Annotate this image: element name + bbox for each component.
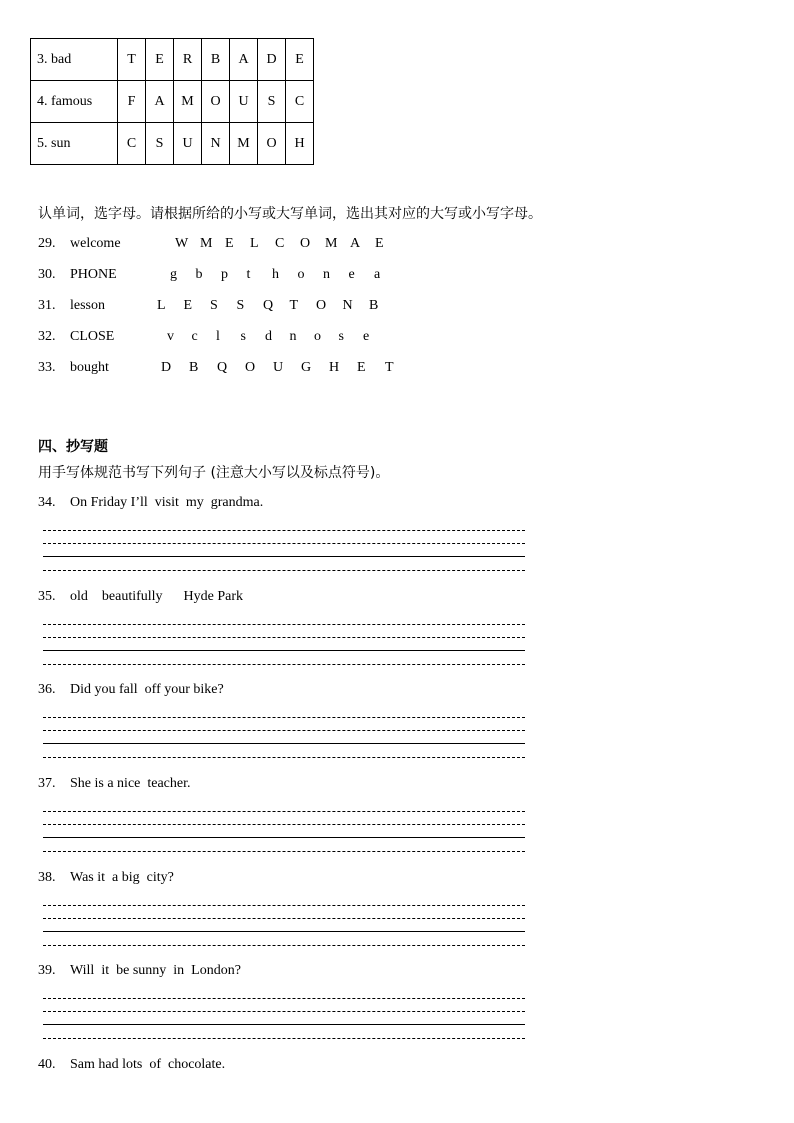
letter-option[interactable]: T bbox=[385, 360, 394, 375]
sentence-text: Did you fall off your bike? bbox=[70, 682, 224, 697]
guide-dashed-line bbox=[43, 664, 525, 665]
letter-option[interactable]: D bbox=[161, 360, 172, 375]
grid-letter[interactable]: C bbox=[118, 123, 146, 165]
question-row bbox=[38, 360, 394, 376]
grid-letter[interactable]: U bbox=[230, 81, 258, 123]
question-row bbox=[38, 298, 379, 314]
guide-dashed-line bbox=[43, 1038, 525, 1039]
guide-dashed-line bbox=[43, 905, 525, 906]
grid-letter[interactable]: N bbox=[202, 123, 230, 165]
grid-letter[interactable]: R bbox=[174, 39, 202, 81]
letter-option[interactable]: U bbox=[273, 360, 284, 375]
sentence-row bbox=[38, 1057, 225, 1073]
letter-option[interactable]: B bbox=[189, 360, 199, 375]
letter-option[interactable]: E bbox=[357, 360, 366, 375]
handwriting-lines[interactable] bbox=[43, 530, 525, 570]
baseline-solid-line bbox=[43, 556, 525, 557]
grid-letter[interactable]: F bbox=[118, 81, 146, 123]
instruction-copy-sentences: 用手写体规范书写下列句子 (注意大小写以及标点符号)。 bbox=[38, 465, 390, 481]
question-number: 29. bbox=[38, 236, 56, 251]
letter-options bbox=[175, 236, 400, 252]
guide-dashed-line bbox=[43, 945, 525, 946]
letter-option[interactable]: O bbox=[316, 298, 327, 313]
baseline-solid-line bbox=[43, 931, 525, 932]
grid-letter[interactable]: E bbox=[146, 39, 174, 81]
guide-dashed-line bbox=[43, 530, 525, 531]
sentence-row bbox=[38, 495, 263, 511]
question-number: 33. bbox=[38, 360, 56, 375]
handwriting-lines[interactable] bbox=[43, 624, 525, 664]
letter-option[interactable]: a bbox=[374, 267, 381, 282]
grid-letter[interactable]: O bbox=[202, 81, 230, 123]
letter-option[interactable]: L bbox=[157, 298, 166, 313]
question-row bbox=[38, 329, 370, 345]
sentence-text: Sam had lots of chocolate. bbox=[70, 1057, 226, 1072]
letter-option[interactable]: s bbox=[338, 329, 344, 344]
sentence-text: She is a nice teacher. bbox=[70, 776, 191, 791]
letter-option[interactable]: M bbox=[325, 236, 338, 251]
grid-letter[interactable]: B bbox=[202, 39, 230, 81]
letter-option[interactable]: l bbox=[216, 329, 220, 344]
letter-option[interactable]: G bbox=[301, 360, 312, 375]
letter-option[interactable]: h bbox=[272, 267, 279, 282]
grid-letter[interactable]: M bbox=[174, 81, 202, 123]
grid-letter[interactable]: S bbox=[146, 123, 174, 165]
letter-options bbox=[167, 329, 388, 345]
letter-option[interactable]: d bbox=[265, 329, 272, 344]
handwriting-lines[interactable] bbox=[43, 998, 525, 1038]
letter-options bbox=[157, 298, 396, 314]
letter-option[interactable]: s bbox=[240, 329, 246, 344]
sentence-number: 39. bbox=[38, 963, 56, 978]
letter-option[interactable]: W bbox=[175, 236, 189, 251]
baseline-solid-line bbox=[43, 650, 525, 651]
letter-grid-table bbox=[30, 38, 314, 165]
handwriting-lines[interactable] bbox=[43, 717, 525, 757]
letter-options bbox=[161, 360, 413, 376]
grid-letter[interactable]: M bbox=[230, 123, 258, 165]
letter-option[interactable]: c bbox=[191, 329, 198, 344]
baseline-solid-line bbox=[43, 743, 525, 744]
section-title: 四、抄写题 bbox=[38, 439, 108, 455]
guide-dashed-line bbox=[43, 757, 525, 758]
instruction-select-letters: 认单词，选字母。请根据所给的小写或大写单词，选出其对应的大写或小写字母。 bbox=[38, 206, 542, 222]
letter-option[interactable]: e bbox=[363, 329, 370, 344]
letter-option[interactable]: b bbox=[195, 267, 203, 282]
letter-option[interactable]: E bbox=[225, 236, 234, 251]
sentence-number: 36. bbox=[38, 682, 56, 697]
letter-option[interactable]: B bbox=[369, 298, 379, 313]
letter-option[interactable]: N bbox=[342, 298, 353, 313]
guide-dashed-line bbox=[43, 730, 525, 731]
letter-option[interactable]: Q bbox=[217, 360, 228, 375]
question-word: lesson bbox=[70, 298, 105, 313]
question-word: PHONE bbox=[70, 267, 117, 282]
question-number: 32. bbox=[38, 329, 56, 344]
sentence-row bbox=[38, 963, 241, 979]
question-word: bought bbox=[70, 360, 109, 375]
letter-option[interactable]: S bbox=[210, 298, 218, 313]
question-row bbox=[38, 267, 381, 283]
sentence-number: 35. bbox=[38, 589, 56, 604]
letter-option[interactable]: p bbox=[221, 267, 228, 282]
letter-option[interactable]: O bbox=[245, 360, 256, 375]
letter-option[interactable]: M bbox=[200, 236, 213, 251]
letter-option[interactable]: t bbox=[246, 267, 251, 282]
letter-option[interactable]: o bbox=[314, 329, 321, 344]
letter-option[interactable]: L bbox=[250, 236, 259, 251]
grid-letter[interactable]: O bbox=[258, 123, 286, 165]
guide-dashed-line bbox=[43, 570, 525, 571]
sentence-number: 38. bbox=[38, 870, 56, 885]
sentence-text: On Friday I’ll visit my grandma. bbox=[70, 495, 264, 510]
guide-dashed-line bbox=[43, 918, 525, 919]
baseline-solid-line bbox=[43, 1024, 525, 1025]
guide-dashed-line bbox=[43, 717, 525, 718]
guide-dashed-line bbox=[43, 851, 525, 852]
question-row bbox=[38, 236, 384, 252]
letter-option[interactable]: S bbox=[236, 298, 245, 313]
grid-row bbox=[31, 81, 314, 123]
grid-letter[interactable]: D bbox=[258, 39, 286, 81]
letter-option[interactable]: n bbox=[323, 267, 330, 282]
baseline-solid-line bbox=[43, 837, 525, 838]
sentence-number: 40. bbox=[38, 1057, 56, 1072]
sentence-row bbox=[38, 589, 243, 605]
sentence-number: 37. bbox=[38, 776, 56, 791]
grid-letter[interactable]: T bbox=[118, 39, 146, 81]
guide-dashed-line bbox=[43, 998, 525, 999]
grid-row bbox=[31, 39, 314, 81]
letter-option[interactable]: v bbox=[167, 329, 174, 344]
grid-letter[interactable]: H bbox=[286, 123, 314, 165]
letter-option[interactable]: o bbox=[297, 267, 305, 282]
grid-word: 4. famous bbox=[31, 81, 118, 123]
letter-option[interactable]: H bbox=[329, 360, 340, 375]
question-word: CLOSE bbox=[70, 329, 115, 344]
guide-dashed-line bbox=[43, 811, 525, 812]
letter-option[interactable]: Q bbox=[263, 298, 274, 313]
letter-option[interactable]: C bbox=[275, 236, 285, 251]
grid-letter[interactable]: U bbox=[174, 123, 202, 165]
grid-letter[interactable]: C bbox=[286, 81, 314, 123]
sentence-row bbox=[38, 682, 224, 698]
letter-option[interactable]: e bbox=[348, 267, 355, 282]
sentence-row bbox=[38, 776, 191, 792]
letter-option[interactable]: O bbox=[300, 236, 311, 251]
sentence-text: Was it a big city? bbox=[70, 870, 174, 885]
guide-dashed-line bbox=[43, 624, 525, 625]
guide-dashed-line bbox=[43, 824, 525, 825]
sentence-text: old beautifully Hyde Park bbox=[70, 589, 244, 604]
sentence-number: 34. bbox=[38, 495, 56, 510]
grid-letter[interactable]: S bbox=[258, 81, 286, 123]
question-word: welcome bbox=[70, 236, 121, 251]
letter-option[interactable]: g bbox=[170, 267, 177, 282]
sentence-row bbox=[38, 870, 174, 886]
guide-dashed-line bbox=[43, 1011, 525, 1012]
guide-dashed-line bbox=[43, 637, 525, 638]
grid-letter[interactable]: E bbox=[286, 39, 314, 81]
letter-option[interactable]: E bbox=[375, 236, 384, 251]
letter-options bbox=[170, 267, 400, 283]
letter-option[interactable]: A bbox=[350, 236, 361, 251]
handwriting-lines[interactable] bbox=[43, 811, 525, 851]
letter-option[interactable]: n bbox=[289, 329, 297, 344]
grid-row bbox=[31, 123, 314, 165]
grid-letter[interactable]: A bbox=[146, 81, 174, 123]
handwriting-lines[interactable] bbox=[43, 905, 525, 945]
grid-word: 3. bad bbox=[31, 39, 118, 81]
grid-letter[interactable]: A bbox=[230, 39, 258, 81]
sentence-text: Will it be sunny in London? bbox=[70, 963, 241, 978]
letter-option[interactable]: T bbox=[289, 298, 299, 313]
guide-dashed-line bbox=[43, 543, 525, 544]
grid-word: 5. sun bbox=[31, 123, 118, 165]
question-number: 30. bbox=[38, 267, 56, 282]
question-number: 31. bbox=[38, 298, 56, 313]
letter-option[interactable]: E bbox=[183, 298, 193, 313]
